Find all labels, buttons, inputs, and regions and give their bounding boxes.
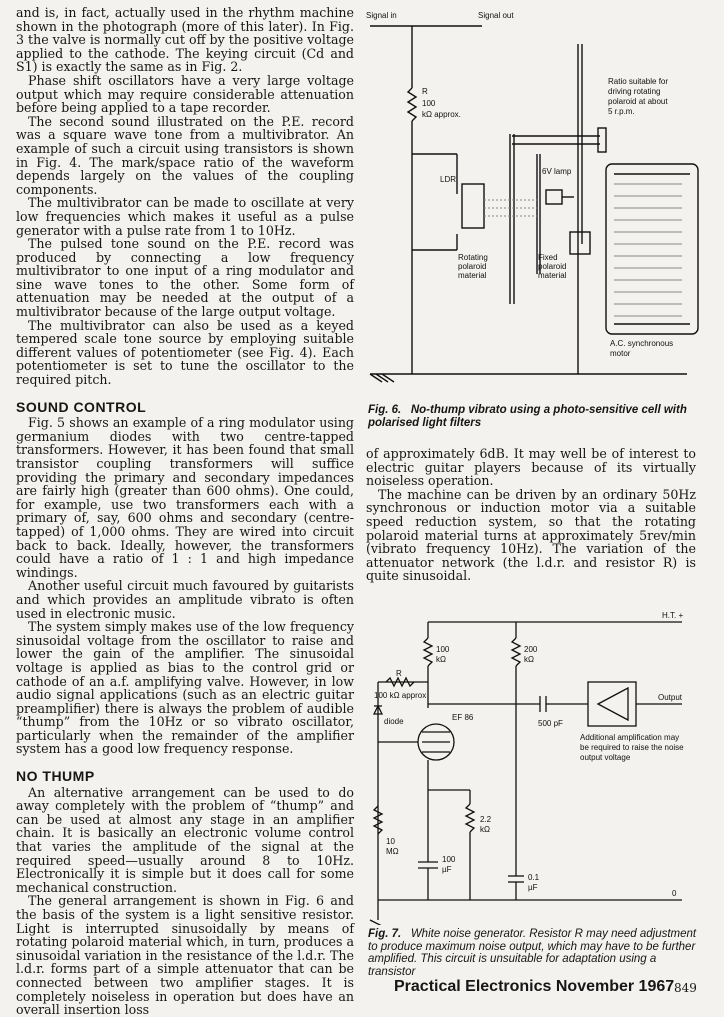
paragraph: and is, in fact, actually used in the rhythm machine shown in the photograph (more of this later). In Fig. 3 the valve is normally cut off by the positive voltage applied to the cathode. The keying circuit (Cd and S1) is exactly the same as in Fig. 2. bbox=[16, 5, 354, 75]
fig6-ratio-label-3: polaroid at about bbox=[608, 97, 668, 106]
fig6-motor-label-1: A.C. synchronous bbox=[610, 339, 674, 348]
paragraph: Fig. 5 shows an example of a ring modulator using germanium diodes with two centre-tapped transformers. However, it has been found that small transistor coupling transformers will suffice providing the primary and secondary impedances are fairly high (greater than 600 ohms). One could, for example, use two transformers each with a primary of, say, 600 ohms and secondary (centre-tapped) of 1,000 ohms. They are wired into circuit back to back. Ideally, however, the transformers could have a ratio of 1 : 1 and high impedance windings. bbox=[16, 415, 354, 580]
paragraph: of approximately 6dB. It may well be of interest to electric guitar players because of its virtually noiseless operation. bbox=[366, 446, 696, 489]
fig6-signal-in-label: Signal in bbox=[366, 11, 397, 20]
fig6-caption bbox=[368, 404, 698, 429]
fig6-fixed-label-1: Fixed bbox=[538, 253, 558, 262]
fig6-r-label: R bbox=[422, 87, 428, 96]
fig7-diagram bbox=[362, 600, 702, 925]
section-heading: SOUND CONTROL bbox=[16, 398, 147, 415]
fig6-rotating-label-3: material bbox=[458, 271, 487, 280]
fig6-ldr-label: LDR bbox=[440, 175, 457, 184]
fig7-ht-label: H.T. + bbox=[662, 611, 684, 620]
fig7-r10-label: 10 bbox=[386, 837, 395, 846]
paragraph: An alternative arrangement can be used to do away completely with the problem of “thump” and can be used at almost any stage in an amplifier chain. It is basically an electronic volume control that varies the amplitude of the signal at the required speed—usually around 8 to 10Hz. Electronically it is simple but it does call for some mechanical construction. bbox=[16, 784, 354, 895]
fig7-valve-label: EF 86 bbox=[452, 713, 474, 722]
fig7-r10-unit-label: MΩ bbox=[386, 847, 399, 856]
paragraph: Another useful circuit much favoured by guitarists and which provides an amplitude vibrato is often used in electronic music. bbox=[16, 578, 354, 621]
right-text-column bbox=[366, 447, 696, 583]
fig7-r100-label: 100 bbox=[436, 645, 450, 654]
fig6-r-unit-label: kΩ approx. bbox=[422, 110, 461, 119]
fig7-r100-unit-label: kΩ bbox=[436, 655, 446, 664]
fig6-caption-number: Fig. 6. bbox=[368, 404, 402, 416]
fig6-rotating-label-2: polaroid bbox=[458, 262, 487, 271]
fig6-ratio-label-1: Ratio suitable for bbox=[608, 77, 669, 86]
fig7-c100-label: 100 bbox=[442, 855, 456, 864]
fig6-ratio-label-4: 5 r.p.m. bbox=[608, 107, 635, 116]
fig6-motor-label-2: motor bbox=[610, 349, 631, 358]
fig7-caption-number: Fig. 7. bbox=[368, 928, 402, 940]
left-text-column bbox=[16, 6, 354, 1017]
paragraph: The multivibrator can also be used as a keyed tempered scale tone source by employing suitable different values of potentiometer (see Fig. 4). Each potentiometer is set to tune the oscillator to the required pitch. bbox=[16, 317, 354, 388]
fig7-caption-text: White noise generator. Resistor R may need adjustment to produce maximum noise output, which may have to be further amplified. This circuit is unsuitable for adaptation using a transistor bbox=[368, 928, 697, 978]
paragraph: The system simply makes use of the low frequency sinusoidal voltage from the oscillator to raise and lower the gain of the amplifier. The sinusoidal voltage is applied as bias to the control grid or cathode of an a.f. amplifying valve. However, in low audio signal applications (such as an electric guitar preamplifier) there is always the problem of audible “thump” from the 10Hz or so vibrato oscillator, particularly when the remainder of the amplifier system has a good low frequency response. bbox=[16, 619, 354, 757]
paragraph: The multivibrator can be made to oscillate at very low frequencies which makes it useful as a pulse generator with a pulse rate from 1 to 10Hz. bbox=[16, 195, 354, 238]
fig7-caption bbox=[368, 928, 698, 978]
fig6-lamp-label: 6V lamp bbox=[542, 167, 572, 176]
fig7-r-label: R bbox=[396, 669, 402, 678]
fig7-c01-unit-label: µF bbox=[528, 883, 538, 892]
page-number: 849 bbox=[674, 981, 697, 995]
fig7-c100-unit-label: µF bbox=[442, 865, 452, 874]
paragraph: The second sound illustrated on the P.E. record was a square wave tone from a multivibrator. An example of such a circuit using transistors is shown in Fig. 4. The mark/space ratio of the waveform depends largely on the values of the coupling components. bbox=[16, 113, 354, 197]
fig7-cap500-label: 500 pF bbox=[538, 719, 563, 728]
fig6-ratio-label-2: driving rotating bbox=[608, 87, 661, 96]
paragraph: Phase shift oscillators have a very large voltage output which may require considerable attenuation before being applied to a tape recorder. bbox=[16, 72, 354, 116]
paragraph: The pulsed tone sound on the P.E. record was produced by connecting a low frequency multivibrator to one input of a ring modulator and sine wave tones to the other. Some form of attenuation may be needed at the output of a multivibrator because of the large output voltage. bbox=[16, 236, 354, 320]
fig6-fixed-label-3: material bbox=[538, 271, 567, 280]
fig7-diode-label: diode bbox=[384, 717, 404, 726]
fig7-r200-unit-label: kΩ bbox=[524, 655, 534, 664]
fig7-r22-unit-label: kΩ bbox=[480, 825, 490, 834]
paragraph: The machine can be driven by an ordinary 50Hz synchronous or induction motor via a suitable speed reduction system, so that the rotating polaroid material turns at approximately 5rev/min (vibrato frequency 10Hz). The variation of the attenuator network (the l.d.r. and resistor R) is quite sinusoidal. bbox=[366, 486, 696, 584]
fig7-r22-label: 2.2 bbox=[480, 815, 492, 824]
fig6-caption-text: No-thump vibrato using a photo-sensitive cell with polarised light filters bbox=[368, 404, 687, 429]
fig7-c01-label: 0.1 bbox=[528, 873, 540, 882]
section-heading: NO THUMP bbox=[16, 768, 95, 785]
fig7-output-label: Output bbox=[658, 693, 683, 702]
fig6-signal-out-label: Signal out bbox=[478, 11, 514, 20]
fig6-rotating-label-1: Rotating bbox=[458, 253, 488, 262]
fig7-amp-label-1: Additional amplification may bbox=[580, 733, 680, 742]
paragraph: The general arrangement is shown in Fig. 6 and the basis of the system is a light sensitive resistor. Light is interrupted sinusoidally by means of rotating polaroid material which, in turn, produces a sinusoidal variation in the resistance of the l.d.r. The l.d.r. forms part of a simple attenuator that can be connected between two amplifier stages. It is completely noiseless in operation but does have an overall insertion loss bbox=[16, 893, 354, 1017]
fig6-diagram bbox=[362, 4, 702, 396]
fig7-amp-label-2: be required to raise the noise bbox=[580, 743, 684, 752]
fig7-zero-label: 0 bbox=[672, 889, 677, 898]
fig7-r-value-label: 100 kΩ approx bbox=[374, 691, 427, 700]
fig7-amp-label-3: output voltage bbox=[580, 753, 631, 762]
footer-magazine: Practical Electronics November 1967 bbox=[394, 978, 675, 995]
fig7-r200-label: 200 bbox=[524, 645, 538, 654]
fig6-fixed-label-2: polaroid bbox=[538, 262, 567, 271]
fig6-r-value-label: 100 bbox=[422, 99, 436, 108]
